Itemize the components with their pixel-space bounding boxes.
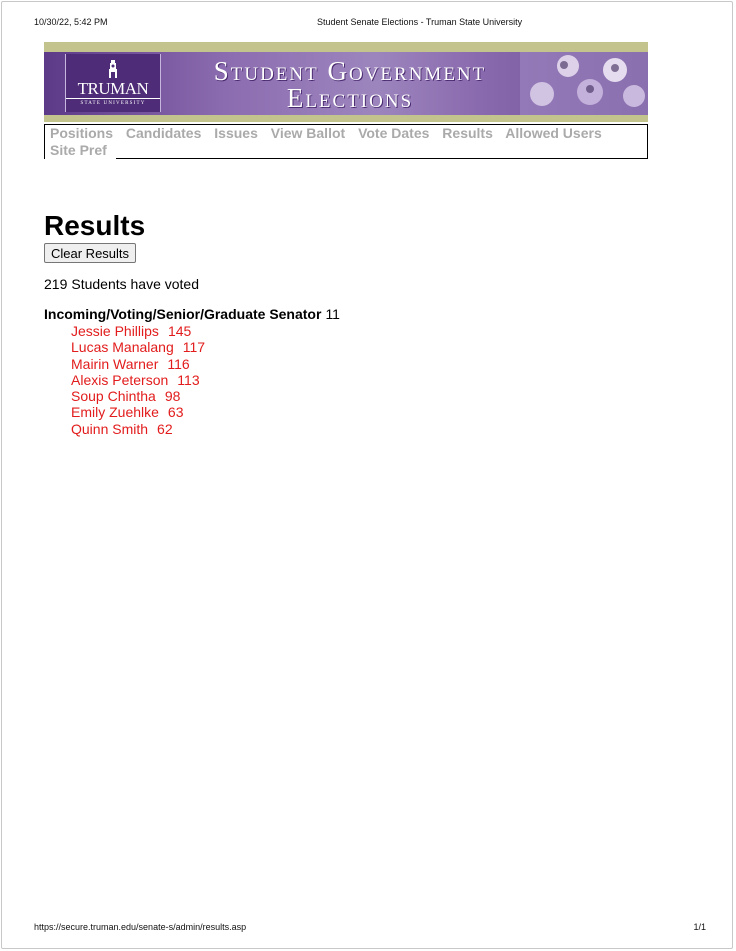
clear-results-button[interactable]: Clear Results (44, 243, 136, 263)
banner-heading-line2: Elections (286, 83, 414, 113)
candidate-votes: 113 (177, 371, 200, 388)
nav-link-site-pref[interactable]: Site Pref (50, 142, 107, 158)
candidate-name: Mairin Warner (71, 355, 159, 372)
voted-count: 219 (44, 276, 68, 292)
nav-link-allowed-users[interactable]: Allowed Users (505, 125, 602, 141)
truman-logo (65, 54, 161, 112)
nav-link-vote-dates[interactable]: Vote Dates (358, 125, 430, 141)
candidate-row (71, 372, 205, 388)
race-name: Incoming/Voting/Senior/Graduate Senator (44, 306, 322, 322)
candidate-votes: 62 (157, 420, 173, 437)
race-heading (44, 306, 340, 322)
nav-link-positions[interactable]: Positions (50, 125, 114, 141)
candidate-row (71, 323, 205, 339)
candidate-name: Jessie Phillips (71, 323, 159, 339)
banner-heading (185, 58, 515, 112)
logo-name: TRUMAN (66, 80, 160, 99)
print-footer (34, 922, 706, 934)
banner-body (44, 52, 648, 115)
candidate-votes: 63 (167, 404, 184, 421)
candidate-row (71, 404, 205, 420)
clock-tower-icon (103, 59, 123, 79)
banner-heading-line1: Student Government (213, 56, 487, 86)
voted-summary (44, 276, 203, 292)
candidate-votes: 98 (164, 388, 181, 405)
race-seats: 11 (325, 306, 340, 322)
nav-link-candidates[interactable]: Candidates (125, 125, 202, 141)
print-url: https://secure.truman.edu/senate-s/admin/results.asp (34, 922, 247, 932)
candidate-row (71, 339, 205, 355)
nav-link-view-ballot[interactable]: View Ballot (270, 125, 346, 141)
candidate-votes: 117 (182, 339, 206, 356)
candidate-votes: 145 (167, 323, 192, 339)
candidate-name: Emily Zuehlke (71, 404, 159, 421)
nav-link-results[interactable]: Results (442, 125, 493, 141)
banner-top-strip (44, 42, 648, 52)
nav-links (50, 125, 640, 159)
voted-text: Students have voted (71, 276, 200, 292)
candidate-row (71, 421, 205, 437)
logo-subtitle: STATE UNIVERSITY (80, 101, 146, 106)
print-page-title: Student Senate Elections - Truman State University (317, 17, 523, 27)
candidate-row (71, 388, 205, 404)
print-datetime: 10/30/22, 5:42 PM (34, 17, 108, 27)
candidate-list (71, 323, 205, 437)
candidate-name: Soup Chintha (71, 388, 156, 405)
main-navigation (44, 124, 648, 159)
print-header (34, 17, 706, 29)
candidate-votes: 116 (167, 355, 190, 372)
banner-bottom-strip (44, 115, 648, 122)
candidate-name: Quinn Smith (71, 420, 149, 437)
page-title: Results (44, 210, 146, 241)
print-page-number: 1/1 (693, 922, 706, 932)
students-photo-image (520, 52, 648, 115)
candidate-name: Lucas Manalang (71, 339, 174, 356)
nav-link-issues[interactable]: Issues (214, 125, 258, 141)
candidate-row (71, 356, 205, 372)
elections-banner (44, 42, 648, 122)
candidate-name: Alexis Peterson (71, 371, 169, 388)
